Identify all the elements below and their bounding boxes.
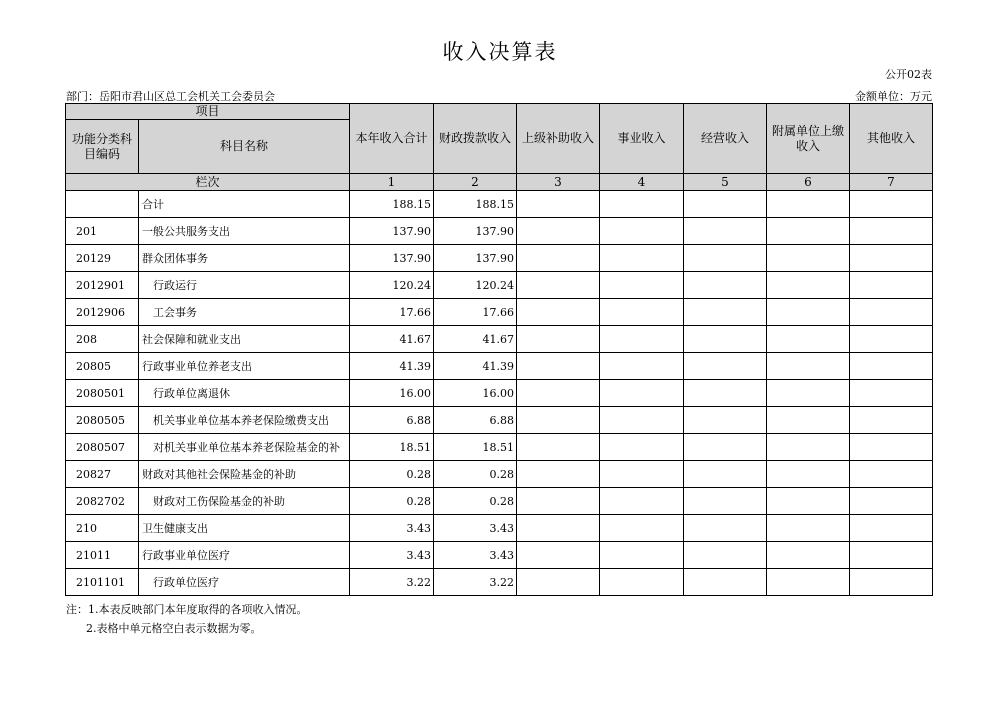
row-empty-cell bbox=[850, 272, 933, 299]
row-empty-cell bbox=[684, 353, 767, 380]
row-empty-cell bbox=[850, 218, 933, 245]
row-total: 16.00 bbox=[350, 380, 434, 407]
col-num: 6 bbox=[767, 174, 850, 191]
header-func-code: 功能分类科目编码 bbox=[66, 120, 139, 174]
table-row bbox=[66, 542, 933, 569]
row-empty-cell bbox=[850, 380, 933, 407]
row-empty-cell bbox=[600, 326, 684, 353]
col-num: 5 bbox=[684, 174, 767, 191]
header-other: 其他收入 bbox=[850, 104, 933, 174]
row-empty-cell bbox=[517, 218, 600, 245]
table-row bbox=[66, 434, 933, 461]
row-name: 合计 bbox=[139, 191, 350, 218]
row-empty-cell bbox=[600, 569, 684, 596]
row-code: 20129 bbox=[66, 245, 139, 272]
row-empty-cell bbox=[767, 380, 850, 407]
row-empty-cell bbox=[767, 245, 850, 272]
header-fiscal: 财政拨款收入 bbox=[434, 104, 517, 174]
row-fiscal: 137.90 bbox=[434, 245, 517, 272]
department-label: 部门：岳阳市君山区总工会机关工会委员会 bbox=[66, 90, 275, 103]
row-fiscal: 6.88 bbox=[434, 407, 517, 434]
table-row bbox=[66, 299, 933, 326]
row-total: 137.90 bbox=[350, 218, 434, 245]
row-name: 行政单位医疗 bbox=[139, 569, 350, 596]
row-name: 群众团体事务 bbox=[139, 245, 350, 272]
row-empty-cell bbox=[850, 299, 933, 326]
unit-label: 金额单位：万元 bbox=[855, 90, 932, 103]
row-code: 2080507 bbox=[66, 434, 139, 461]
row-empty-cell bbox=[600, 272, 684, 299]
row-total: 3.22 bbox=[350, 569, 434, 596]
row-empty-cell bbox=[767, 218, 850, 245]
row-empty-cell bbox=[767, 407, 850, 434]
row-fiscal: 120.24 bbox=[434, 272, 517, 299]
row-empty-cell bbox=[517, 353, 600, 380]
table-row bbox=[66, 353, 933, 380]
row-empty-cell bbox=[767, 461, 850, 488]
header-item: 项目 bbox=[66, 104, 350, 120]
note-1: 注：1.本表反映部门本年度取得的各项收入情况。 bbox=[66, 603, 308, 616]
row-empty-cell bbox=[684, 245, 767, 272]
col-num: 1 bbox=[350, 174, 434, 191]
table-row bbox=[66, 380, 933, 407]
row-fiscal: 41.39 bbox=[434, 353, 517, 380]
page-title: 收入决算表 bbox=[442, 40, 558, 64]
row-total: 6.88 bbox=[350, 407, 434, 434]
header-business: 事业收入 bbox=[600, 104, 684, 174]
row-empty-cell bbox=[517, 515, 600, 542]
notes bbox=[66, 600, 308, 638]
row-name: 对机关事业单位基本养老保险基金的补 bbox=[139, 434, 350, 461]
row-empty-cell bbox=[850, 191, 933, 218]
row-total: 0.28 bbox=[350, 461, 434, 488]
row-empty-cell bbox=[767, 326, 850, 353]
row-code: 210 bbox=[66, 515, 139, 542]
row-empty-cell bbox=[684, 191, 767, 218]
row-empty-cell bbox=[684, 488, 767, 515]
row-empty-cell bbox=[600, 380, 684, 407]
table-row bbox=[66, 218, 933, 245]
row-empty-cell bbox=[600, 299, 684, 326]
row-fiscal: 0.28 bbox=[434, 461, 517, 488]
row-code: 20805 bbox=[66, 353, 139, 380]
row-empty-cell bbox=[767, 191, 850, 218]
row-fiscal: 17.66 bbox=[434, 299, 517, 326]
row-code: 2082702 bbox=[66, 488, 139, 515]
row-empty-cell bbox=[684, 380, 767, 407]
row-empty-cell bbox=[684, 461, 767, 488]
table-row bbox=[66, 569, 933, 596]
row-fiscal: 0.28 bbox=[434, 488, 517, 515]
row-empty-cell bbox=[850, 488, 933, 515]
col-num: 4 bbox=[600, 174, 684, 191]
table-row bbox=[66, 245, 933, 272]
row-total: 137.90 bbox=[350, 245, 434, 272]
row-fiscal: 16.00 bbox=[434, 380, 517, 407]
row-total: 18.51 bbox=[350, 434, 434, 461]
header-operating: 经营收入 bbox=[684, 104, 767, 174]
row-empty-cell bbox=[850, 326, 933, 353]
row-empty-cell bbox=[767, 542, 850, 569]
row-empty-cell bbox=[850, 353, 933, 380]
row-fiscal: 188.15 bbox=[434, 191, 517, 218]
row-empty-cell bbox=[850, 407, 933, 434]
row-empty-cell bbox=[767, 272, 850, 299]
table-row bbox=[66, 488, 933, 515]
row-total: 120.24 bbox=[350, 272, 434, 299]
row-name: 行政事业单位养老支出 bbox=[139, 353, 350, 380]
row-name: 卫生健康支出 bbox=[139, 515, 350, 542]
row-total: 17.66 bbox=[350, 299, 434, 326]
row-empty-cell bbox=[600, 515, 684, 542]
header-subject-name: 科目名称 bbox=[139, 120, 350, 174]
col-num: 7 bbox=[850, 174, 933, 191]
row-code bbox=[66, 191, 139, 218]
row-empty-cell bbox=[600, 407, 684, 434]
col-num: 3 bbox=[517, 174, 600, 191]
row-empty-cell bbox=[600, 353, 684, 380]
row-empty-cell bbox=[684, 218, 767, 245]
row-total: 3.43 bbox=[350, 542, 434, 569]
row-name: 财政对工伤保险基金的补助 bbox=[139, 488, 350, 515]
row-empty-cell bbox=[684, 272, 767, 299]
row-empty-cell bbox=[684, 434, 767, 461]
header-total: 本年收入合计 bbox=[350, 104, 434, 174]
row-name: 行政事业单位医疗 bbox=[139, 542, 350, 569]
row-empty-cell bbox=[600, 218, 684, 245]
note-2: 2.表格中单元格空白表示数据为零。 bbox=[86, 622, 262, 635]
income-table bbox=[65, 103, 933, 596]
row-fiscal: 3.43 bbox=[434, 515, 517, 542]
row-code: 21011 bbox=[66, 542, 139, 569]
row-empty-cell bbox=[767, 488, 850, 515]
row-empty-cell bbox=[767, 515, 850, 542]
row-total: 3.43 bbox=[350, 515, 434, 542]
row-empty-cell bbox=[517, 245, 600, 272]
row-empty-cell bbox=[600, 245, 684, 272]
row-total: 41.67 bbox=[350, 326, 434, 353]
row-empty-cell bbox=[517, 407, 600, 434]
row-code: 2012906 bbox=[66, 299, 139, 326]
row-name: 社会保障和就业支出 bbox=[139, 326, 350, 353]
header-row-label: 栏次 bbox=[66, 174, 350, 191]
row-code: 2101101 bbox=[66, 569, 139, 596]
row-empty-cell bbox=[767, 569, 850, 596]
row-fiscal: 3.22 bbox=[434, 569, 517, 596]
row-empty-cell bbox=[517, 461, 600, 488]
row-code: 208 bbox=[66, 326, 139, 353]
row-empty-cell bbox=[600, 488, 684, 515]
row-fiscal: 137.90 bbox=[434, 218, 517, 245]
row-empty-cell bbox=[850, 569, 933, 596]
row-empty-cell bbox=[850, 245, 933, 272]
row-empty-cell bbox=[850, 461, 933, 488]
row-empty-cell bbox=[850, 515, 933, 542]
row-name: 财政对其他社会保险基金的补助 bbox=[139, 461, 350, 488]
row-name: 一般公共服务支出 bbox=[139, 218, 350, 245]
row-empty-cell bbox=[600, 461, 684, 488]
row-empty-cell bbox=[684, 326, 767, 353]
col-num: 2 bbox=[434, 174, 517, 191]
row-empty-cell bbox=[684, 569, 767, 596]
row-empty-cell bbox=[517, 326, 600, 353]
form-code: 公开02表 bbox=[885, 68, 932, 81]
row-empty-cell bbox=[767, 353, 850, 380]
table-row bbox=[66, 515, 933, 542]
row-empty-cell bbox=[517, 272, 600, 299]
row-fiscal: 3.43 bbox=[434, 542, 517, 569]
row-empty-cell bbox=[850, 434, 933, 461]
row-empty-cell bbox=[600, 434, 684, 461]
row-total: 41.39 bbox=[350, 353, 434, 380]
row-empty-cell bbox=[684, 542, 767, 569]
row-empty-cell bbox=[517, 542, 600, 569]
row-name: 行政运行 bbox=[139, 272, 350, 299]
row-empty-cell bbox=[767, 434, 850, 461]
row-code: 2080505 bbox=[66, 407, 139, 434]
table-row bbox=[66, 191, 933, 218]
row-code: 2012901 bbox=[66, 272, 139, 299]
row-empty-cell bbox=[600, 542, 684, 569]
table-row bbox=[66, 326, 933, 353]
row-code: 2080501 bbox=[66, 380, 139, 407]
row-name: 行政单位离退休 bbox=[139, 380, 350, 407]
header-affiliated: 附属单位上缴收入 bbox=[767, 104, 850, 174]
row-total: 188.15 bbox=[350, 191, 434, 218]
row-empty-cell bbox=[517, 299, 600, 326]
row-empty-cell bbox=[517, 488, 600, 515]
row-empty-cell bbox=[850, 542, 933, 569]
row-name: 工会事务 bbox=[139, 299, 350, 326]
row-empty-cell bbox=[684, 407, 767, 434]
row-code: 201 bbox=[66, 218, 139, 245]
table-row bbox=[66, 461, 933, 488]
row-empty-cell bbox=[517, 569, 600, 596]
row-total: 0.28 bbox=[350, 488, 434, 515]
row-fiscal: 18.51 bbox=[434, 434, 517, 461]
row-empty-cell bbox=[517, 380, 600, 407]
row-empty-cell bbox=[517, 191, 600, 218]
row-empty-cell bbox=[684, 515, 767, 542]
row-code: 20827 bbox=[66, 461, 139, 488]
row-name: 机关事业单位基本养老保险缴费支出 bbox=[139, 407, 350, 434]
table-row bbox=[66, 407, 933, 434]
row-empty-cell bbox=[517, 434, 600, 461]
header-superior: 上级补助收入 bbox=[517, 104, 600, 174]
table-row bbox=[66, 272, 933, 299]
row-fiscal: 41.67 bbox=[434, 326, 517, 353]
row-empty-cell bbox=[767, 299, 850, 326]
row-empty-cell bbox=[600, 191, 684, 218]
row-empty-cell bbox=[684, 299, 767, 326]
